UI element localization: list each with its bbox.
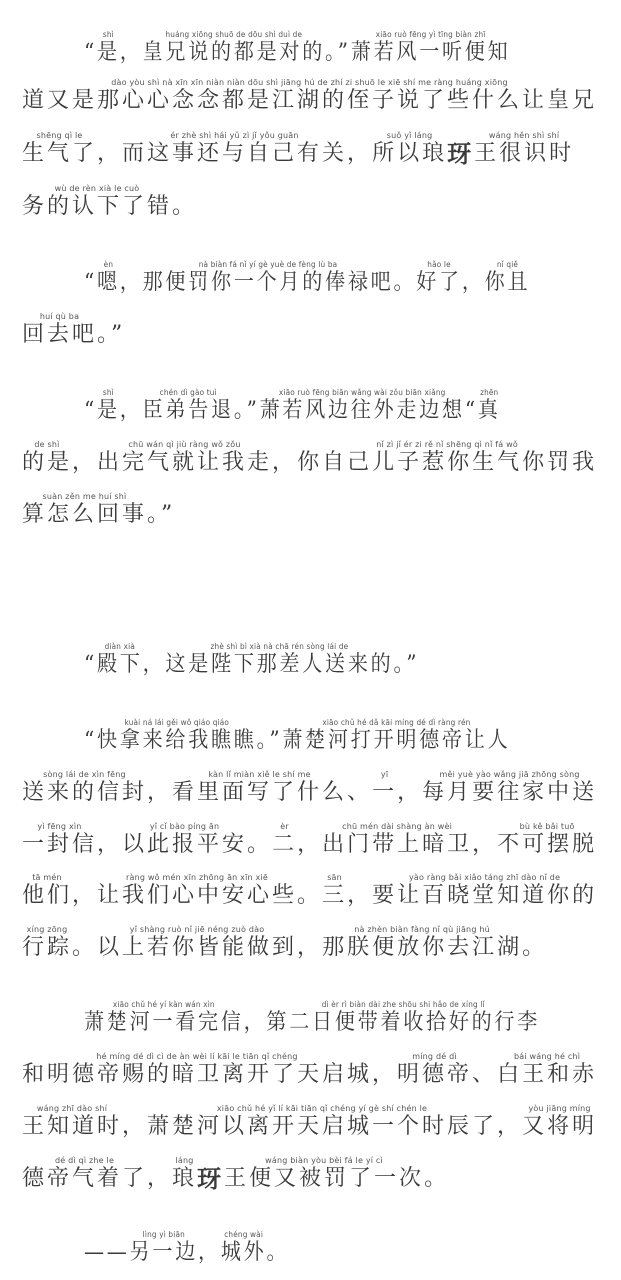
text-segment [266, 1000, 540, 1036]
text-segment [393, 642, 419, 678]
text-segment [84, 1230, 130, 1266]
pinyin-annotation: chū wán qì jiù ràng wǒ zǒu [128, 440, 241, 449]
text-segment [522, 1104, 597, 1140]
hanzi-text: ， [347, 883, 373, 908]
hanzi-text: ， [147, 1166, 173, 1191]
pinyin-annotation: lìng yì biān [142, 1230, 185, 1239]
hanzi-text: 道又是那心心念念都是江湖的侄子说了些什么让皇兄 [22, 88, 598, 113]
pinyin-annotation: chéng wài [224, 1230, 264, 1239]
hanzi-text: 白王和赤 [497, 1062, 598, 1087]
text-segment [372, 1052, 397, 1088]
hanzi-text: 出门带上暗卫 [322, 832, 473, 857]
text-segment [22, 1104, 122, 1140]
hanzi-text: ， [97, 141, 123, 166]
hanzi-text: 那便罚你一个月的俸禄吧 [142, 270, 394, 295]
hanzi-text: ， [243, 1010, 267, 1035]
text-segment [474, 131, 574, 167]
pinyin-annotation: míng dé dì [412, 1052, 457, 1061]
pinyin-annotation: xiāo chǔ hé yǐ lí kāi tiān qǐ chéng yí gè shí chén le [216, 1104, 428, 1113]
pinyin-annotation: xiāo ruò fēng biān wǎng wài zǒu biān xiǎng [278, 388, 446, 397]
text-segment [447, 131, 474, 167]
text-segment [197, 1156, 224, 1192]
pinyin-annotation: de shì [34, 440, 60, 449]
text-segment [97, 131, 122, 167]
pinyin-annotation: yòu jiāng míng [528, 1104, 591, 1113]
text-segment [97, 718, 257, 754]
pinyin-annotation: nà biàn fá nǐ yí gè yuè de fèng lù ba [198, 260, 338, 269]
pinyin-annotation: yǐ shàng ruò nǐ jiē néng zuò dào [129, 925, 265, 934]
text-line [84, 30, 613, 66]
pinyin-annotation: shì [102, 388, 114, 397]
hanzi-text: 是 [96, 40, 120, 65]
text-line [22, 1052, 602, 1088]
text-segment [351, 30, 511, 66]
text-line [22, 925, 602, 961]
text-line [84, 1000, 613, 1036]
pinyin-annotation: yǐ cǐ bào píng ān [149, 822, 220, 831]
text-segment [372, 873, 597, 909]
pinyin-annotation: wáng hěn shì shí [488, 131, 560, 140]
hanzi-text: ， [297, 935, 323, 960]
text-segment [72, 440, 97, 476]
text-segment [122, 822, 247, 858]
text-segment [234, 388, 260, 424]
hanzi-text: 你自己儿子惹你生气你罚我 [297, 450, 598, 475]
text-segment [472, 1052, 497, 1088]
text-segment [393, 260, 416, 296]
text-segment [22, 492, 147, 528]
text-segment [297, 873, 322, 909]
pinyin-annotation: suǒ yǐ láng [386, 131, 433, 140]
text-segment [221, 1230, 267, 1266]
hanzi-text: 三 [322, 883, 348, 908]
pinyin-annotation: sān [327, 873, 342, 882]
text-line [22, 770, 602, 806]
text-segment [397, 770, 422, 806]
text-segment [84, 642, 97, 678]
text-segment [22, 822, 97, 858]
text-segment [522, 925, 547, 961]
hanzi-text: ， [372, 1062, 398, 1087]
hanzi-text: 殿下 [96, 652, 143, 677]
text-segment [172, 770, 347, 806]
hanzi-text: 另一边 [129, 1240, 199, 1265]
hanzi-text: 看里面写了什么 [172, 780, 348, 805]
text-segment [347, 770, 372, 806]
hanzi-text: 。 [72, 935, 98, 960]
hanzi-text: 务的认下了错 [22, 194, 173, 219]
text-line [22, 1104, 602, 1140]
pinyin-annotation: wáng biàn yòu bèi fá le yí cì [265, 1156, 383, 1165]
hanzi-text: 。” [97, 322, 126, 347]
hanzi-text: 以此报平安 [122, 832, 248, 857]
hanzi-text: “ [84, 270, 97, 295]
hanzi-text: ， [497, 1114, 523, 1139]
hanzi-text: 。 [297, 883, 323, 908]
text-segment [143, 30, 325, 66]
hanzi-text: ， [119, 270, 143, 295]
hanzi-text: 算怎么回事 [22, 502, 148, 527]
hanzi-text: 送来的信封 [22, 780, 148, 805]
hanzi-text: 好了 [416, 270, 462, 295]
text-line [22, 492, 602, 528]
hanzi-text: 他们 [22, 883, 73, 908]
text-line [22, 1156, 602, 1192]
pinyin-annotation: láng [175, 1156, 194, 1165]
text-segment [322, 822, 472, 858]
pinyin-annotation: shēng qì le [36, 131, 83, 140]
text-segment [22, 440, 72, 476]
text-segment [84, 388, 97, 424]
hanzi-text: —— [84, 1240, 130, 1265]
text-segment [147, 1156, 172, 1192]
hanzi-text: ， [147, 780, 173, 805]
hanzi-text: 。 [424, 1166, 450, 1191]
hanzi-text: 琅 [172, 1166, 198, 1191]
text-segment [22, 770, 147, 806]
hanzi-text: 出完气就让我走 [97, 450, 273, 475]
hanzi-text: 的是 [22, 450, 73, 475]
hanzi-text: 这是陛下那差人送来的 [165, 652, 394, 677]
hanzi-text: ， [397, 780, 423, 805]
text-segment [462, 260, 485, 296]
hanzi-text: 、 [347, 780, 373, 805]
pinyin-annotation: èr [280, 822, 289, 831]
hanzi-text: 回去吧 [22, 322, 98, 347]
hanzi-text: 城外 [220, 1240, 267, 1265]
hanzi-text: ， [472, 832, 498, 857]
pinyin-annotation: yì fēng xìn [37, 822, 82, 831]
text-line [84, 718, 613, 754]
text-segment [72, 925, 97, 961]
hanzi-text: 王便又被罚了一次 [224, 1166, 425, 1191]
hanzi-text: 嗯 [96, 270, 120, 295]
text-segment [84, 718, 97, 754]
text-line [22, 131, 602, 167]
pinyin-annotation: yī [380, 770, 389, 779]
text-line [84, 642, 613, 678]
hanzi-text: ， [272, 450, 298, 475]
text-segment [397, 1052, 472, 1088]
hanzi-text: ， [297, 832, 323, 857]
pinyin-annotation: hé míng dé dì cì de àn wèi lí kāi le tiān qǐ chéng [96, 1052, 298, 1061]
hanzi-text: 。 [266, 1240, 290, 1265]
hanzi-text: 萧楚河以离开天启城一个时辰了 [147, 1114, 498, 1139]
hanzi-text: ， [97, 832, 123, 857]
hanzi-text: 萧楚河打开明德帝让人 [282, 728, 511, 753]
hanzi-text: 萧楚河一看完信 [84, 1010, 244, 1035]
pinyin-annotation: dé dì qì zhe le [54, 1156, 115, 1165]
hanzi-text: 以上若你皆能做到 [97, 935, 298, 960]
pinyin-annotation: zhēn [480, 388, 499, 397]
hanzi-text: 和明德帝赐的暗卫离开了天启城 [22, 1062, 373, 1087]
text-segment [97, 925, 297, 961]
text-segment [22, 925, 72, 961]
pinyin-annotation: tā mén [32, 873, 62, 882]
hanzi-text: 又将明 [522, 1114, 598, 1139]
hanzi-text: 。” [147, 502, 176, 527]
text-segment [416, 260, 462, 296]
text-segment [22, 873, 72, 909]
hanzi-text: 玡 [447, 139, 475, 168]
text-line [22, 440, 602, 476]
hanzi-text: 。 [393, 270, 417, 295]
hanzi-text: “ [84, 398, 97, 423]
hanzi-text: 。 [247, 832, 273, 857]
text-segment [120, 388, 143, 424]
hanzi-text: 每月要往家中送 [422, 780, 598, 805]
hanzi-text: 真 [477, 398, 501, 423]
text-line [84, 1230, 613, 1266]
pinyin-annotation: ér zhè shì hái yǔ zì jǐ yǒu guān [170, 131, 299, 140]
text-segment [424, 1156, 449, 1192]
text-segment [297, 822, 322, 858]
text-segment [84, 1000, 244, 1036]
hanzi-text: ， [72, 883, 98, 908]
pinyin-annotation: xiāo chǔ hé dǎ kāi míng dé dì ràng rén [322, 718, 471, 727]
text-segment [22, 131, 97, 167]
text-segment [147, 770, 172, 806]
text-segment [122, 1104, 147, 1140]
text-segment [22, 184, 172, 220]
text-segment [120, 260, 143, 296]
hanzi-text: 行踪 [22, 935, 73, 960]
hanzi-text: 。” [325, 40, 351, 65]
pinyin-annotation: kàn lǐ miàn xiě le shí me [208, 770, 311, 779]
pinyin-annotation: bù kě bǎi tuō [519, 822, 575, 831]
text-line [22, 822, 602, 858]
text-segment [84, 30, 97, 66]
hanzi-text: 德帝气着了 [22, 1166, 148, 1191]
text-segment [282, 718, 510, 754]
pinyin-annotation: chū mén dài shàng àn wèi [342, 822, 453, 831]
text-segment [172, 184, 197, 220]
pinyin-annotation: wù de rèn xià le cuò [54, 184, 140, 193]
pinyin-annotation: nǐ qiě [496, 260, 519, 269]
pinyin-annotation: bái wáng hé chì [514, 1052, 581, 1061]
text-segment [143, 642, 166, 678]
text-segment [497, 1052, 597, 1088]
pinyin-annotation: hǎo le [427, 260, 451, 269]
pinyin-annotation: xíng zōng [26, 925, 68, 934]
hanzi-text: 、 [472, 1062, 498, 1087]
text-segment [266, 1230, 289, 1266]
hanzi-text: 你且 [484, 270, 531, 295]
text-segment [143, 260, 394, 296]
text-segment [143, 388, 234, 424]
pinyin-annotation: měi yuè yào wǎng jiā zhōng sòng [439, 770, 580, 779]
pinyin-annotation: zhè shì bì xià nà chā rén sòng lái de [210, 642, 349, 651]
hanzi-text: 。 [522, 935, 548, 960]
hanzi-text: 皇兄说的都是对的 [142, 40, 326, 65]
text-segment [272, 822, 297, 858]
text-segment [22, 78, 597, 114]
text-segment [97, 388, 120, 424]
text-segment [297, 440, 597, 476]
text-segment [198, 1230, 221, 1266]
hanzi-text: 王很识时 [474, 141, 575, 166]
pinyin-annotation: huí qù ba [39, 312, 80, 321]
text-segment [22, 312, 97, 348]
text-segment [130, 1230, 198, 1266]
pinyin-annotation: èn [103, 260, 114, 269]
pinyin-annotation: huáng xiōng shuō de dōu shì duì de [165, 30, 303, 39]
text-segment [347, 131, 372, 167]
pinyin-annotation: sòng lái de xìn fēng [43, 770, 126, 779]
pinyin-annotation: dào yòu shì nà xīn xīn niàn niàn dōu shì jiāng hú de zhí zi shuō le xiē shí me ràng huáng xiōng [111, 78, 508, 87]
hanzi-text: 而这事还与自己有关 [122, 141, 348, 166]
hanzi-text: “ [84, 652, 97, 677]
hanzi-text: 臣弟告退 [142, 398, 234, 423]
text-line [84, 388, 613, 424]
text-segment [497, 822, 597, 858]
text-segment [297, 925, 322, 961]
text-segment [372, 770, 397, 806]
hanzi-text: “ [84, 728, 97, 753]
pinyin-annotation: wáng zhī dào shí [36, 1104, 108, 1113]
hanzi-text: 那朕便放你去江湖 [322, 935, 523, 960]
hanzi-text: 第二日便带着收拾好的行李 [266, 1010, 541, 1035]
hanzi-text: 所以琅 [372, 141, 448, 166]
hanzi-text: 明德帝 [397, 1062, 473, 1087]
hanzi-text: 玡 [197, 1164, 225, 1193]
hanzi-text: “ [464, 398, 478, 423]
pinyin-annotation: suàn zěn me huí shì [42, 492, 127, 501]
hanzi-text: ， [198, 1240, 221, 1265]
hanzi-text: 不可摆脱 [497, 832, 598, 857]
text-segment [147, 1104, 497, 1140]
text-segment [485, 260, 531, 296]
text-segment [97, 873, 297, 909]
hanzi-text: ， [142, 652, 166, 677]
text-segment [465, 388, 478, 424]
pinyin-annotation: diàn xià [104, 642, 135, 651]
hanzi-text: ， [347, 141, 373, 166]
text-segment [97, 30, 120, 66]
text-segment [172, 1156, 197, 1192]
text-segment [97, 642, 143, 678]
hanzi-text: “ [84, 40, 97, 65]
text-segment [244, 1000, 267, 1036]
text-segment [247, 822, 272, 858]
text-segment [422, 770, 597, 806]
text-segment [122, 131, 347, 167]
pinyin-annotation: xiāo ruò fēng yì tīng biàn zhī [375, 30, 486, 39]
text-line [22, 312, 602, 348]
pinyin-annotation: dì èr rì biàn dài zhe shōu shi hǎo de xíng lǐ [321, 1000, 485, 1009]
text-segment [260, 388, 465, 424]
text-segment [97, 260, 120, 296]
text-segment [325, 30, 351, 66]
hanzi-text: 王知道时 [22, 1114, 123, 1139]
text-line [84, 260, 613, 296]
hanzi-text: 。” [233, 398, 260, 423]
text-segment [97, 822, 122, 858]
text-segment [372, 131, 447, 167]
hanzi-text: 要让百晓堂知道你的 [372, 883, 598, 908]
hanzi-text: 一封信 [22, 832, 98, 857]
pinyin-annotation: shì [102, 30, 114, 39]
hanzi-text: ， [119, 40, 143, 65]
pinyin-annotation: xiāo chǔ hé yí kàn wán xìn [112, 1000, 215, 1009]
pinyin-annotation: nǐ zì jǐ ér zi rě nǐ shēng qì nǐ fá wǒ [376, 440, 518, 449]
text-segment [257, 718, 283, 754]
hanzi-text: ， [72, 450, 98, 475]
pinyin-annotation: ràng wǒ mén xīn zhōng ān xīn xiē [126, 873, 269, 882]
hanzi-text: 让我们心中安心些 [97, 883, 298, 908]
text-segment [22, 1156, 147, 1192]
text-segment [97, 312, 125, 348]
text-line [22, 184, 602, 220]
hanzi-text: ， [119, 398, 143, 423]
text-line [22, 873, 602, 909]
text-segment [472, 822, 497, 858]
text-segment [165, 642, 393, 678]
text-segment [147, 492, 175, 528]
text-segment [322, 925, 522, 961]
text-segment [72, 873, 97, 909]
hanzi-text: 。” [393, 652, 420, 677]
hanzi-text: 萧若风一听便知 [350, 40, 511, 65]
hanzi-text: 。 [172, 194, 198, 219]
text-segment [84, 260, 97, 296]
text-segment [347, 873, 372, 909]
pinyin-annotation: kuài ná lái gěi wǒ qiáo qiáo [124, 718, 230, 727]
hanzi-text: 。” [256, 728, 283, 753]
pinyin-annotation: nà zhèn biàn fàng nǐ qù jiāng hú [354, 925, 490, 934]
text-segment [497, 1104, 522, 1140]
text-segment [478, 388, 501, 424]
hanzi-text: ， [461, 270, 485, 295]
hanzi-text: 一 [372, 780, 398, 805]
text-segment [224, 1156, 424, 1192]
text-segment [322, 873, 347, 909]
hanzi-text: 二 [272, 832, 298, 857]
text-line [22, 78, 602, 114]
text-segment [272, 440, 297, 476]
hanzi-text: 生气了 [22, 141, 98, 166]
pinyin-annotation: yào ràng bǎi xiǎo táng zhī dào nǐ de [408, 873, 561, 882]
text-segment [22, 1052, 372, 1088]
pinyin-annotation: chén dì gào tuì [159, 388, 217, 397]
hanzi-text: 快拿来给我瞧瞧 [96, 728, 257, 753]
hanzi-text: 萧若风边往外走边想 [259, 398, 465, 423]
hanzi-text: ， [122, 1114, 148, 1139]
hanzi-text: 是 [96, 398, 120, 423]
text-segment [120, 30, 143, 66]
text-segment [97, 440, 272, 476]
